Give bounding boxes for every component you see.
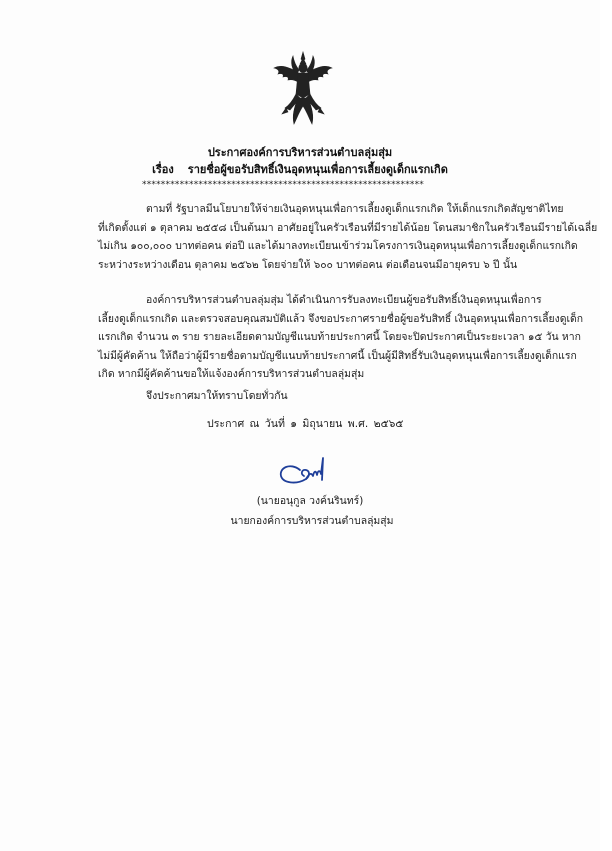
subject-text: รายชื่อผู้ขอรับสิทธิ์เงินอุดหนุนเพื่อการเลี้ยงดูเด็กแรกเกิด xyxy=(187,163,448,176)
paragraph-line: องค์การบริหารส่วนตำบลลุ่มสุ่ม ได้ดำเนินการรับลงทะเบียนผู้ขอรับสิทธิ์เงินอุดหนุนเพื่อการ xyxy=(146,294,542,306)
paragraph-background xyxy=(98,200,598,274)
announcement-subject xyxy=(0,160,600,178)
paragraph-line: ตามที่ รัฐบาลมีนโยบายให้จ่ายเงินอุดหนุนเพื่อการเลี้ยงดูเด็กแรกเกิด ให้เด็กแรกเกิดสัญชาติไทย xyxy=(146,203,564,215)
subject-label: เรื่อง xyxy=(152,163,174,176)
announcement-title: ประกาศองค์การบริหารส่วนตำบลลุ่มสุ่ม xyxy=(207,146,393,159)
closing-statement: จึงประกาศมาให้ทราบโดยทั่วกัน xyxy=(146,390,288,402)
paragraph-line: ไม่เกิน ๑๐๐,๐๐๐ บาทต่อคน ต่อปี และได้มาลงทะเบียนเข้าร่วมโครงการเงินอุดหนุนเพื่อการเลี้ยงดูเด็กแรกเกิด xyxy=(98,240,578,253)
handwritten-signature xyxy=(276,452,340,488)
paragraph-line: แรกเกิด จำนวน ๓ ราย รายละเอียดตามบัญชีแนบท้ายประกาศนี้ โดยจะปิดประกาศเป็นระยะเวลา ๑๕ วัน หาก xyxy=(98,331,581,344)
paragraph-line: ที่เกิดตั้งแต่ ๑ ตุลาคม ๒๕๕๘ เป็นต้นมา อาศัยอยู่ในครัวเรือนที่มีรายได้น้อย โดนสมาชิกในครัวเรือนมีรายได้เฉลี่ย xyxy=(98,221,598,234)
paragraph-announcement xyxy=(98,291,584,384)
signer-position: นายกองค์การบริหารส่วนตำบลลุ่มสุ่ม xyxy=(230,515,394,527)
announcement-date: ประกาศ ณ วันที่ ๑ มิถุนายน พ.ศ. ๒๕๖๕ xyxy=(207,418,404,430)
paragraph-line: เลี้ยงดูเด็กแรกเกิด และตรวจสอบคุณสมบัติแล้ว จึงขอประกาศรายชื่อผู้ขอรับสิทธิ์ เงินอุดหนุนเพื่อการเลี้ยงดูเด็ก xyxy=(98,312,584,325)
paragraph-line: ระหว่างระหว่างเดือน ตุลาคม ๒๕๖๒ โดยจ่ายให้ ๖๐๐ บาทต่อคน ต่อเดือนจนมีอายุครบ ๖ ปี นั้น xyxy=(98,258,518,271)
garuda-emblem-icon xyxy=(268,50,338,128)
paragraph-line: เกิด หากมีผู้คัดค้านขอให้แจ้งองค์การบริหารส่วนตำบลลุ่มสุ่ม xyxy=(98,368,365,381)
paragraph-line: ไม่มีผู้คัดค้าน ให้ถือว่าผู้มีรายชื่อตามบัญชีแนบท้ายประกาศนี้ เป็นผู้มีสิทธิ์รับเงินอุดหนุนเพื่อการเลี้ยงดูเด็กแรก xyxy=(98,349,577,362)
star-divider: ************************************************************ xyxy=(142,180,424,190)
signer-name: (นายอนุกูล วงค์นรินทร์) xyxy=(256,495,364,507)
